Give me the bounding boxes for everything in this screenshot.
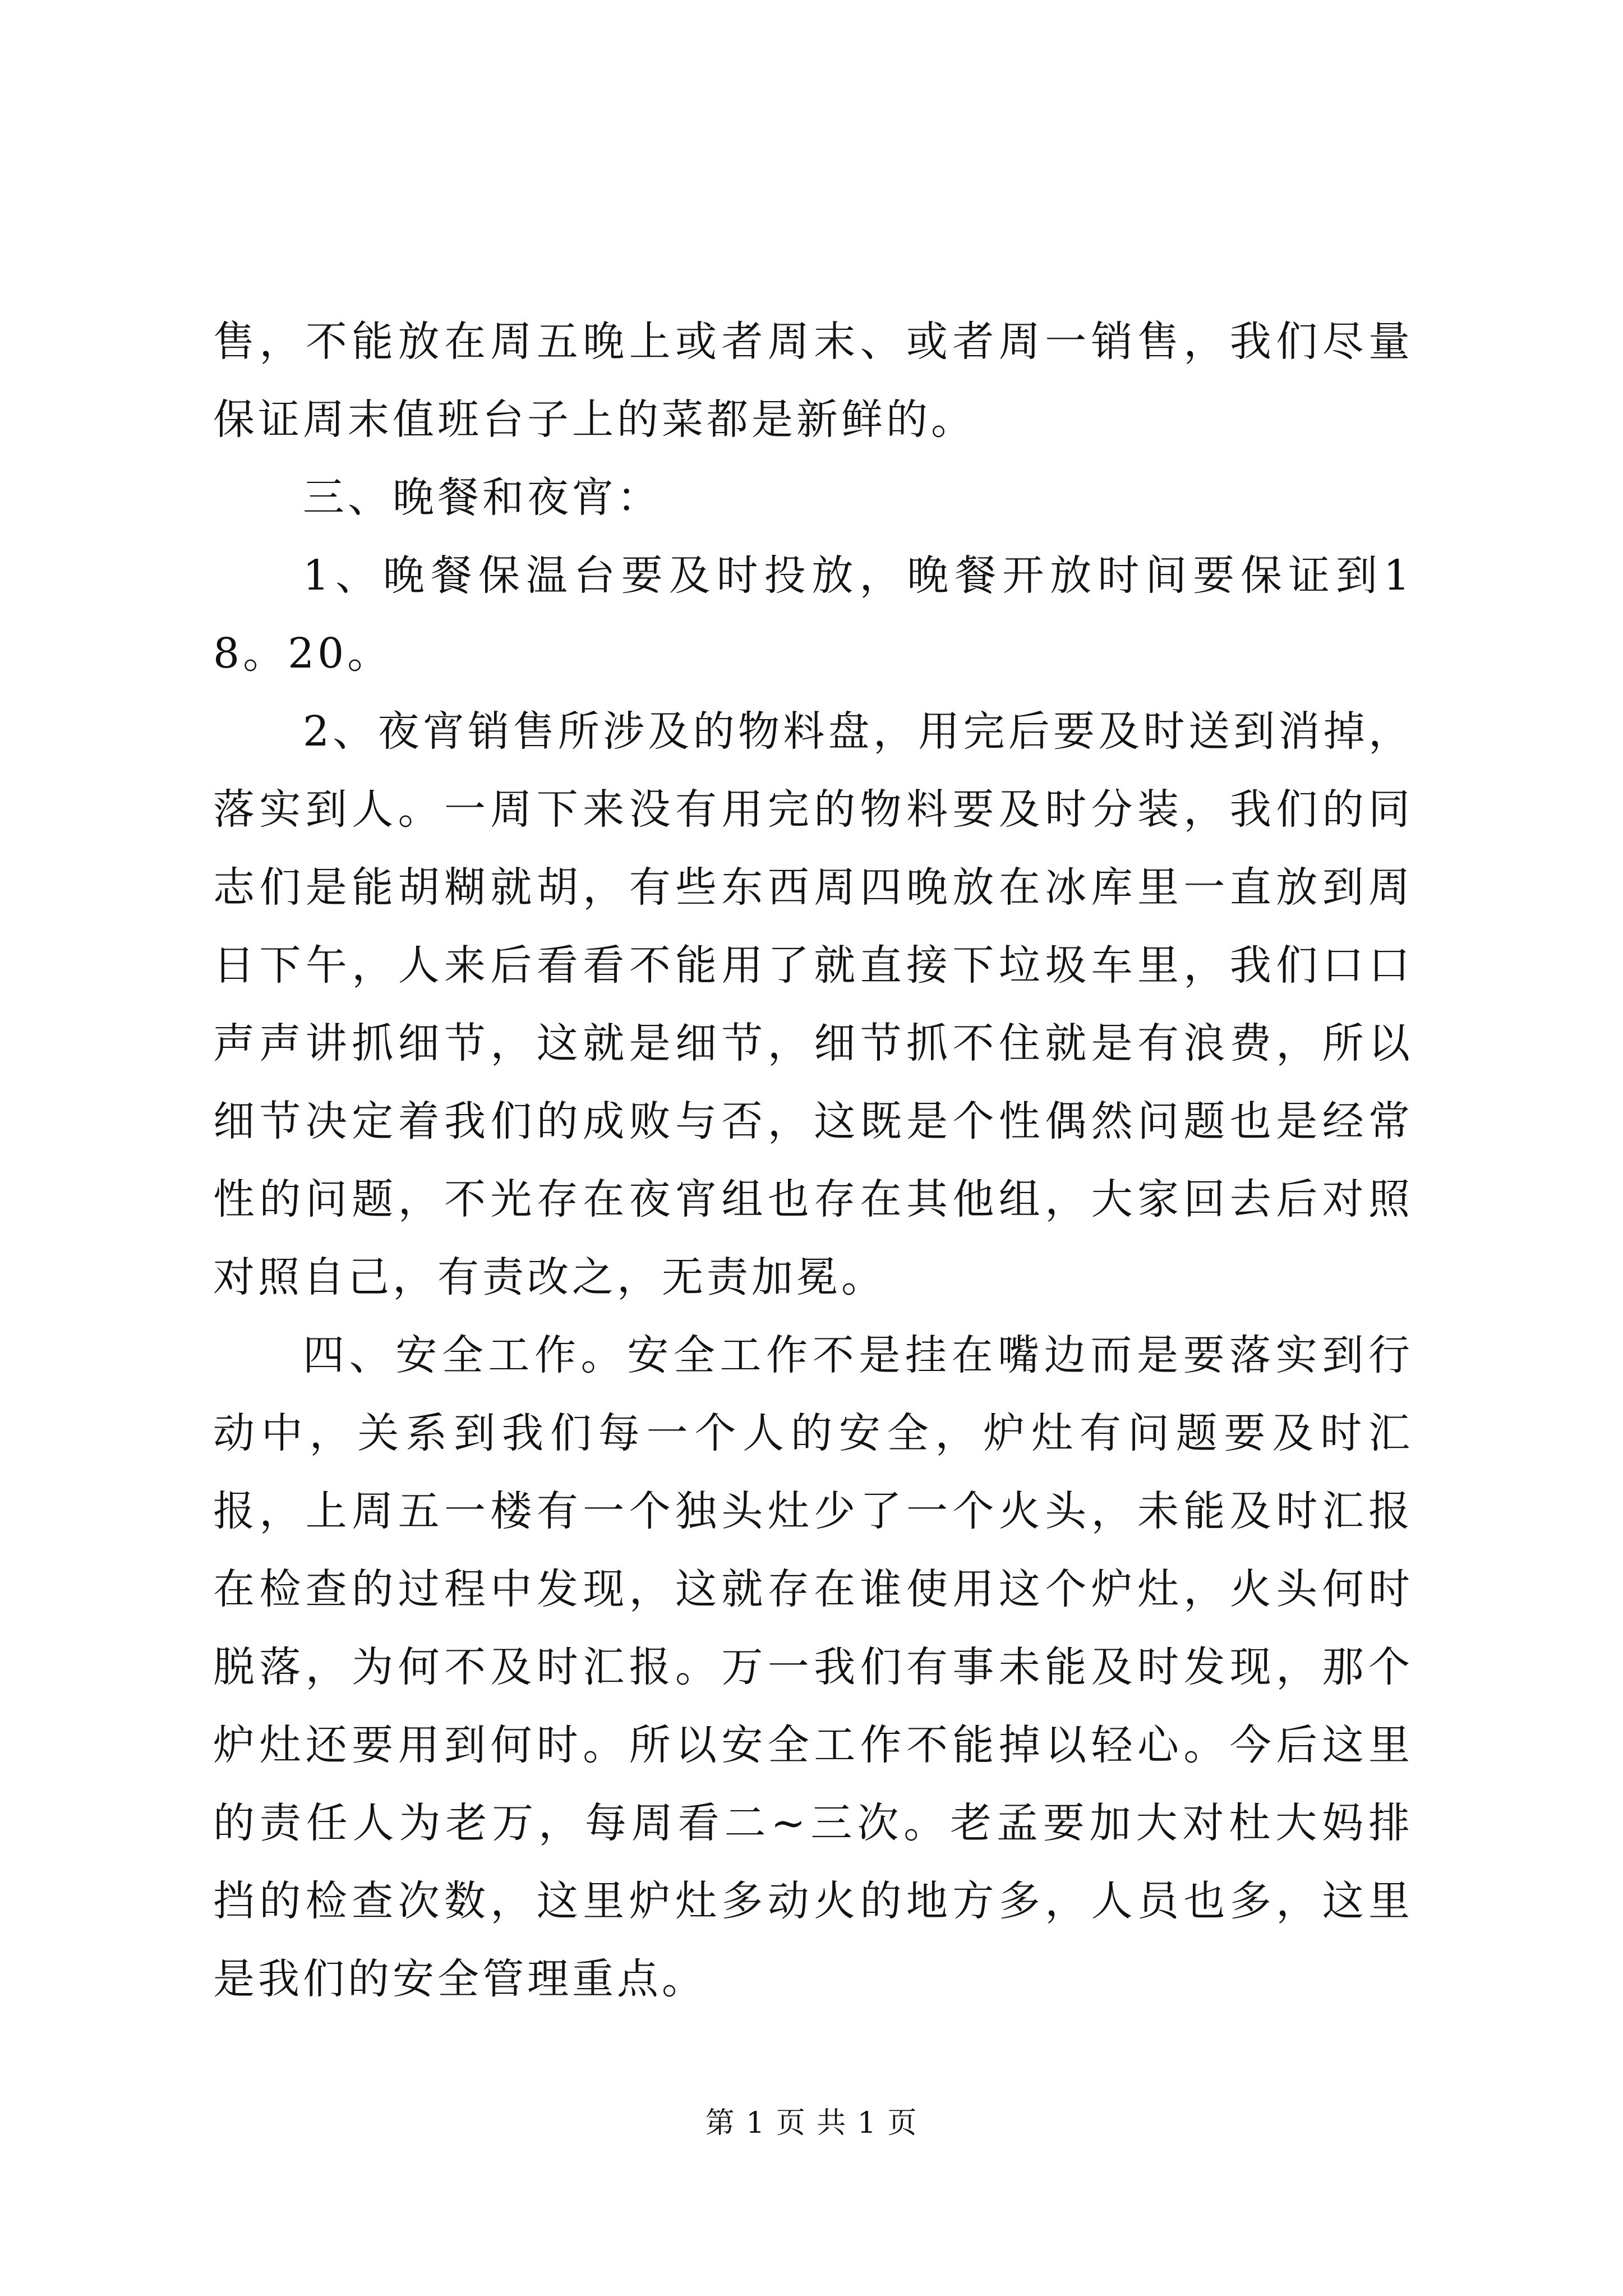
document-body bbox=[213, 303, 1413, 2018]
paragraph-2: 三、晚餐和夜宵： bbox=[303, 473, 662, 522]
paragraph-4: 2、夜宵销售所涉及的物料盘，用完后要及时送到消掉，落实到人。一周下来没有用完的物料要及时分装，我们的同志们是能胡糊就胡，有些东西周四晚放在冰库里一直放到周日下午，人来后看看不能用了就直接下垃圾车里，我们口口声声讲抓细节，这就是细节，细节抓不住就是有浪费，所以细节决定着我们的成败与否，这既是个性偶然问题也是经常性的问题，不光存在夜宵组也存在其他组，大家回去后对照对照自己，有责改之，无责加冕。 bbox=[213, 707, 1413, 1301]
paragraph-1: 售，不能放在周五晚上或者周末、或者周一销售，我们尽量保证周末值班台子上的菜都是新鲜的。 bbox=[213, 318, 1413, 444]
page-number-footer: 第 1 页 共 1 页 bbox=[705, 2106, 918, 2140]
paragraph-3: 1、晚餐保温台要及时投放，晚餐开放时间要保证到18。20。 bbox=[213, 551, 1413, 678]
paragraph-5: 四、安全工作。安全工作不是挂在嘴边而是要落实到行动中，关系到我们每一个人的安全，炉灶有问题要及时汇报，上周五一楼有一个独头灶少了一个火头，未能及时汇报在检查的过程中发现，这就存在谁使用这个炉灶，火头何时脱落，为何不及时汇报。万一我们有事未能及时发现，那个炉灶还要用到何时。所以安全工作不能掉以轻心。今后这里的责任人为老万，每周看二~三次。老孟要加大对杜大妈排挡的检查次数，这里炉灶多动火的地方多，人员也多，这里是我们的安全管理重点。 bbox=[213, 1331, 1413, 2003]
